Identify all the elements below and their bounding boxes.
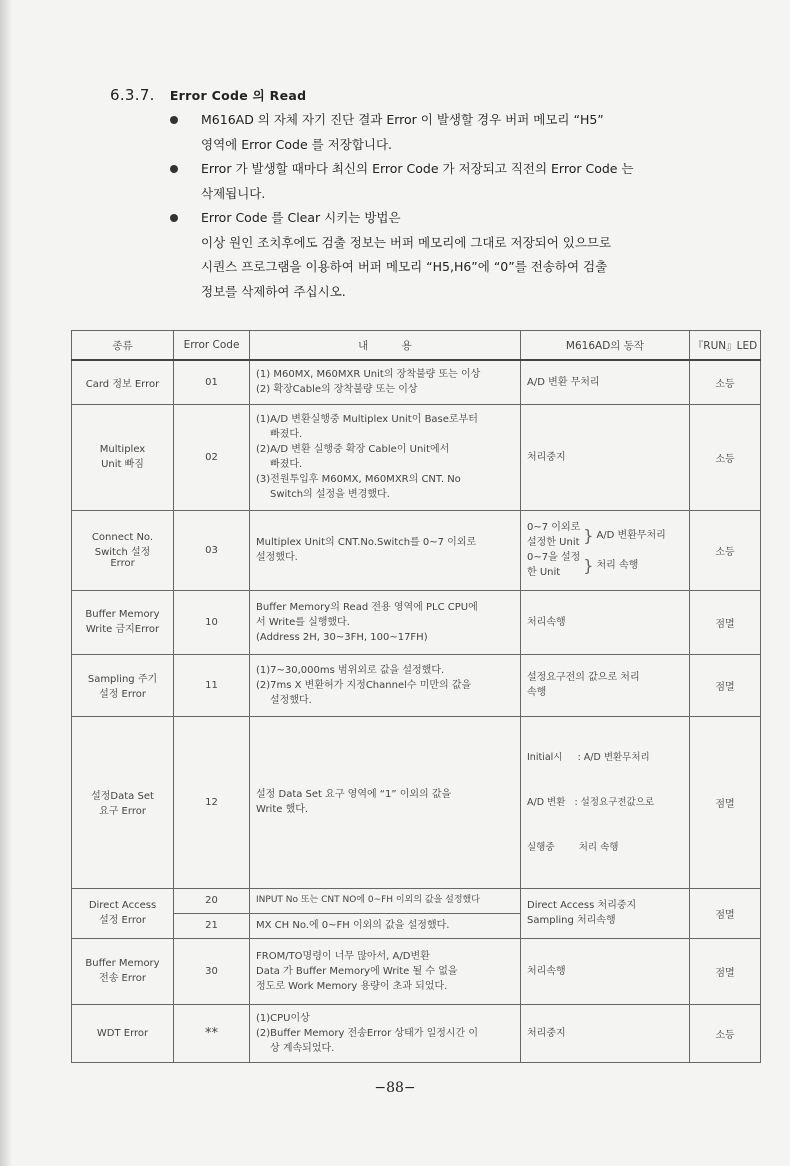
desc-cell: INPUT No 또는 CNT NO에 0~FH 이외의 값을 설정했다 [250,888,521,913]
kind-cell: Buffer Memory 전송 Error [72,938,174,1004]
bullet-item [168,157,738,206]
bullet-item [168,108,738,157]
bullet-dot-icon [170,116,178,124]
kind-cell: Buffer Memory Write 금지Error [72,590,174,654]
kind-cell: 설정Data Set 요구 Error [72,716,174,888]
header-code: Error Code [174,331,250,361]
code-cell: 20 [174,888,250,913]
action-cell: 설정요구전의 값으로 처리 속행 [521,654,690,716]
code-cell: ** [174,1004,250,1062]
action-cell: 처리속행 [521,590,690,654]
bullet-dot-icon [170,214,178,222]
table-row [72,360,761,404]
desc-cell: (1)7~30,000ms 범위외로 값을 설정했다. (2)7ms X 변환허가 지정Channel수 미만의 값을 설정했다. [250,654,521,716]
code-cell: 02 [174,404,250,510]
action-cell [521,510,690,590]
kind-cell: Card 정보 Error [72,360,174,404]
kind-cell: Connect No. Switch 설정 Error [72,510,174,590]
led-cell: 소등 [690,510,761,590]
section-number: 6.3.7. [110,86,155,104]
page-number: −88− [374,1080,416,1096]
header-action: M616AD의 동작 [521,331,690,361]
kind-cell: Sampling 주기 설정 Error [72,654,174,716]
header-kind: 종류 [72,331,174,361]
table-row [72,404,761,510]
desc-cell: Multiplex Unit의 CNT.No.Switch를 0~7 이외로 설정했다. [250,510,521,590]
bullet-line: M616AD 의 자체 자기 진단 결과 Error 이 발생할 경우 버퍼 메모리 “H5” [201,112,604,127]
action-cell: Direct Access 처리중지 Sampling 처리속행 [521,888,690,938]
bullet-line: 시퀀스 프로그램을 이용하여 버퍼 메모리 “H5,H6”에 “0”를 전송하여 검출 [201,259,608,274]
kind-cell: Multiplex Unit 빠짐 [72,404,174,510]
action-split-a: 0~7 이외로 설정한 Unit } A/D 변환무처리 [527,522,666,548]
action-cell: 처리속행 [521,938,690,1004]
led-cell: 소등 [690,1004,761,1062]
brace-icon: } [583,555,594,575]
led-cell: 소등 [690,360,761,404]
desc-cell: Buffer Memory의 Read 전용 영역에 PLC CPU에 서 Write를 실행했다. (Address 2H, 30~3FH, 100~17FH) [250,590,521,654]
table-row [72,938,761,1004]
table-row [72,510,761,590]
desc-cell: FROM/TO명령이 너무 많아서, A/D변환 Data 가 Buffer Memory에 Write 될 수 없을 정도로 Work Memory 용량이 초과 되었다. [250,938,521,1004]
scan-edge [0,0,12,1166]
action-cell: 처리중지 [521,1004,690,1062]
desc-cell: MX CH No.에 0~FH 이외의 값을 설정했다. [250,913,521,938]
code-cell: 11 [174,654,250,716]
table-row [72,590,761,654]
bullet-item [168,206,738,304]
desc-cell: (1) M60MX, M60MXR Unit의 장착불량 또는 이상 (2) 확장Cable의 장착불량 또는 이상 [250,360,521,404]
code-cell: 10 [174,590,250,654]
led-cell: 점멸 [690,590,761,654]
brace-icon: } [583,525,594,545]
bullet-line: Error 가 발생할 때마다 최신의 Error Code 가 저장되고 직전의 Error Code 는 [201,161,634,176]
desc-cell: (1)CPU이상 (2)Buffer Memory 전송Error 상태가 일정시간 이 상 계속되었다. [250,1004,521,1062]
desc-cell: (1)A/D 변환실행중 Multiplex Unit이 Base로부터 빠졌다. (2)A/D 변환 실행중 확장 Cable이 Unit에서 빠졌다. (3)전원투입후 M60MX, M60MXR의 CNT. No Switch의 설정을 변경했다. [250,404,521,510]
bullet-list [168,108,738,304]
led-cell: 점멸 [690,716,761,888]
bullet-line: 정보를 삭제하여 주십시오. [201,283,346,299]
desc-cell: 설정 Data Set 요구 영역에 “1” 이외의 값을 Write 했다. [250,716,521,888]
section-heading [110,86,306,104]
table-row [72,888,761,913]
bullet-line: 삭제됩니다. [201,185,266,201]
error-code-table [71,330,761,1063]
code-cell: 12 [174,716,250,888]
header-content: 내 용 [250,331,521,361]
action-cell: A/D 변환 무처리 [521,360,690,404]
bullet-dot-icon [170,165,178,173]
led-cell: 점멸 [690,938,761,1004]
section-title: Error Code 의 Read [169,88,307,103]
bullet-line: 영역에 Error Code 를 저장합니다. [201,136,393,152]
action-cell: 처리중지 [521,404,690,510]
bullet-line: 이상 원인 조치후에도 검출 정보는 버퍼 메모리에 그대로 저장되어 있으므로 [201,234,612,250]
bullet-line: Error Code 를 Clear 시키는 방법은 [201,210,401,225]
led-cell: 점멸 [690,654,761,716]
code-cell: 01 [174,360,250,404]
code-cell: 30 [174,938,250,1004]
table-row [72,1004,761,1062]
table-header-row [72,331,761,361]
code-cell: 03 [174,510,250,590]
kind-cell: WDT Error [72,1004,174,1062]
action-cell: Initial시 : A/D 변환무처리 A/D 변환 : 설정요구전값으로 실행중 처리 속행 [521,716,690,888]
table-row [72,654,761,716]
led-cell: 소등 [690,404,761,510]
header-led: 『RUN』LED [690,331,761,361]
led-cell: 점멸 [690,888,761,938]
table-row [72,716,761,888]
code-cell: 21 [174,913,250,938]
kind-cell: Direct Access 설정 Error [72,888,174,938]
action-split-b: 0~7을 설정 한 Unit } 처리 속행 [527,552,639,578]
